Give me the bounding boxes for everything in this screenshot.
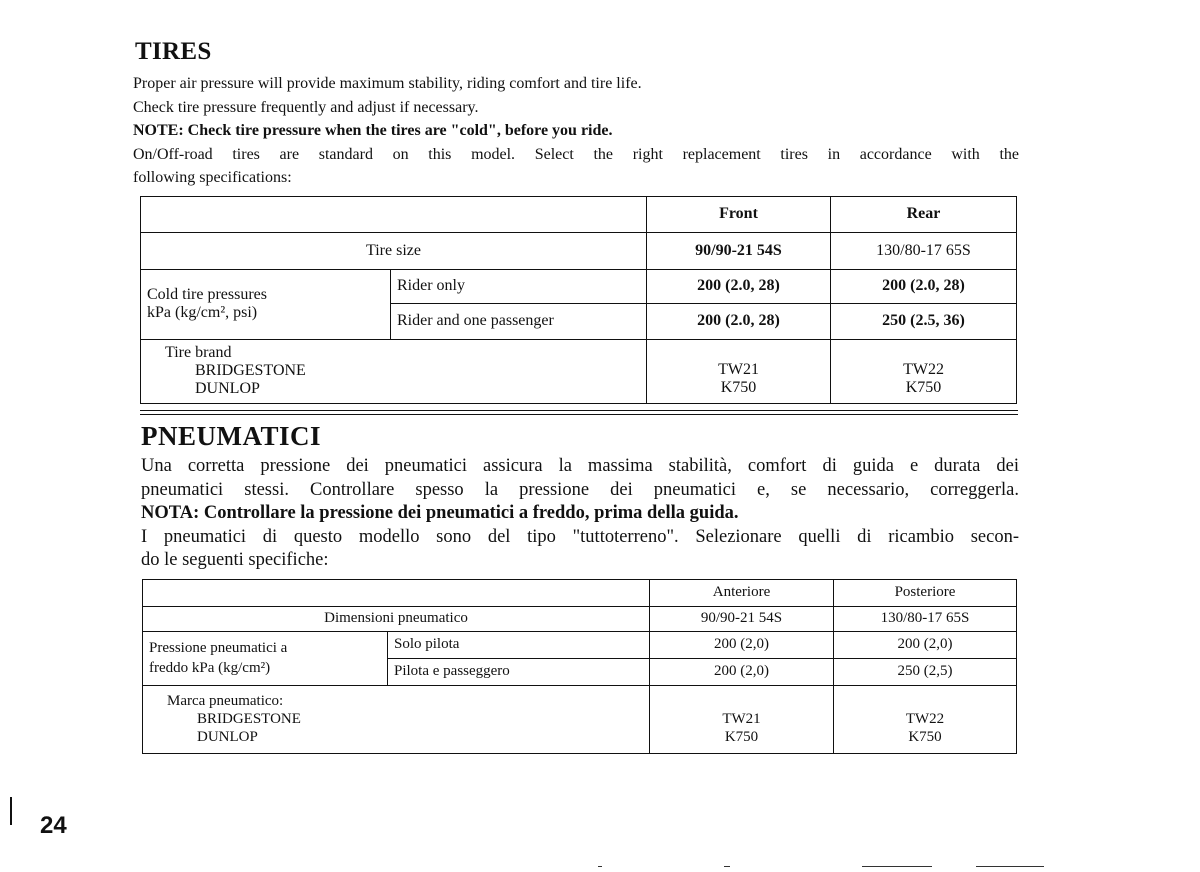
cold-pressure-label	[143, 631, 388, 685]
section-title: PNEUMATICI	[141, 421, 321, 451]
tires-section-italian	[133, 420, 1019, 754]
brand-rear-cell	[831, 339, 1017, 403]
note-paragraph: NOTA: Controllare la pressione dei pneumatici a freddo, prima della guida.	[141, 503, 739, 523]
column-header-front: Anteriore	[650, 579, 834, 606]
pressure-label-line: Cold tire pressures	[147, 286, 267, 303]
table-header-empty-cell	[141, 196, 647, 232]
paragraph: On/Off-road tires are standard on this model. Select the right replacement tires in accordance with the	[133, 145, 1019, 163]
column-header-rear: Rear	[831, 196, 1017, 232]
tires-section-english	[133, 38, 1019, 404]
section-divider	[140, 410, 1018, 415]
rider-only-rear: 200 (2.0, 28)	[831, 269, 1017, 303]
section-title: TIRES	[135, 38, 212, 65]
tire-size-label: Tire size	[141, 232, 647, 269]
table-row	[141, 232, 1017, 269]
brand-rear-model: K750	[905, 379, 942, 396]
scan-artifact	[598, 866, 602, 867]
paragraph: I pneumatici di questo modello sono del tipo "tuttoterreno". Selezionare quelli di ricambio secon-	[141, 526, 1019, 547]
brand-rear-model: K750	[908, 729, 942, 745]
rider-passenger-label: Pilota e passeggero	[388, 658, 650, 685]
rider-passenger-rear: 250 (2,5)	[834, 658, 1017, 685]
brand-rear-model: TW22	[903, 361, 944, 378]
rider-passenger-label: Rider and one passenger	[391, 303, 647, 339]
rider-passenger-front: 200 (2,0)	[650, 658, 834, 685]
brand-name: DUNLOP	[195, 380, 260, 397]
pressure-label-line: kPa (kg/cm², psi)	[147, 304, 258, 321]
brand-rear-cell	[834, 685, 1017, 753]
table-header-row	[143, 579, 1017, 606]
column-header-rear: Posteriore	[834, 579, 1017, 606]
brand-front-model: K750	[724, 729, 759, 745]
tire-spec-table	[140, 196, 1017, 404]
pressure-label-line: Pressione pneumatici a	[149, 640, 288, 656]
paragraph: Check tire pressure frequently and adjust if necessary.	[133, 98, 479, 116]
brand-front-model: TW21	[722, 711, 761, 727]
cold-pressure-label	[141, 269, 391, 339]
brand-front-model: TW21	[718, 361, 759, 378]
scan-artifact	[976, 866, 1044, 867]
table-row	[143, 631, 1017, 658]
tire-size-front: 90/90-21 54S	[647, 232, 831, 269]
rider-only-label: Rider only	[391, 269, 647, 303]
tire-size-rear: 130/80-17 65S	[831, 232, 1017, 269]
pressure-label-line: freddo kPa (kg/cm²)	[149, 660, 271, 676]
brand-name: BRIDGESTONE	[195, 362, 306, 379]
tire-size-label: Dimensioni pneumatico	[143, 606, 650, 631]
brand-front-model: K750	[720, 379, 757, 396]
tire-brand-cell	[143, 685, 650, 753]
brand-front-cell	[650, 685, 834, 753]
brand-front-cell	[647, 339, 831, 403]
tire-brand-label: Tire brand	[165, 344, 232, 361]
scan-artifact	[862, 866, 932, 867]
table-row	[141, 269, 1017, 303]
brand-name: BRIDGESTONE	[197, 711, 301, 727]
table-row	[143, 606, 1017, 631]
brand-rear-model: TW22	[905, 711, 945, 727]
paragraph: pneumatici stessi. Controllare spesso la pressione dei pneumatici e, se necessario, correggerla.	[141, 479, 1019, 500]
tire-size-rear: 130/80-17 65S	[834, 606, 1017, 631]
paragraph: Proper air pressure will provide maximum stability, riding comfort and tire life.	[133, 75, 642, 92]
table-header-empty-cell	[143, 579, 650, 606]
rider-only-front: 200 (2.0, 28)	[647, 269, 831, 303]
tire-brand-cell	[141, 339, 647, 403]
column-header-front: Front	[647, 196, 831, 232]
rider-passenger-rear: 250 (2.5, 36)	[831, 303, 1017, 339]
table-row	[141, 339, 1017, 403]
paragraph: Una corretta pressione dei pneumatici assicura la massima stabilità, comfort di guida e durata dei	[141, 456, 1019, 476]
table-row	[143, 685, 1017, 753]
page-number: 24	[40, 812, 67, 839]
paragraph: following specifications:	[133, 169, 292, 186]
table-header-row	[141, 196, 1017, 232]
rider-only-rear: 200 (2,0)	[834, 631, 1017, 658]
brand-name: DUNLOP	[197, 729, 258, 745]
rider-only-label: Solo pilota	[388, 631, 650, 658]
rider-passenger-front: 200 (2.0, 28)	[647, 303, 831, 339]
tire-spec-table	[142, 579, 1017, 754]
tire-brand-label: Marca pneumatico:	[167, 693, 284, 709]
scan-artifact	[724, 866, 730, 867]
tire-size-front: 90/90-21 54S	[650, 606, 834, 631]
rider-only-front: 200 (2,0)	[650, 631, 834, 658]
paragraph: do le seguenti specifiche:	[141, 550, 329, 570]
scan-edge-mark	[10, 797, 12, 825]
note-paragraph: NOTE: Check tire pressure when the tires are "cold", before you ride.	[133, 122, 613, 139]
